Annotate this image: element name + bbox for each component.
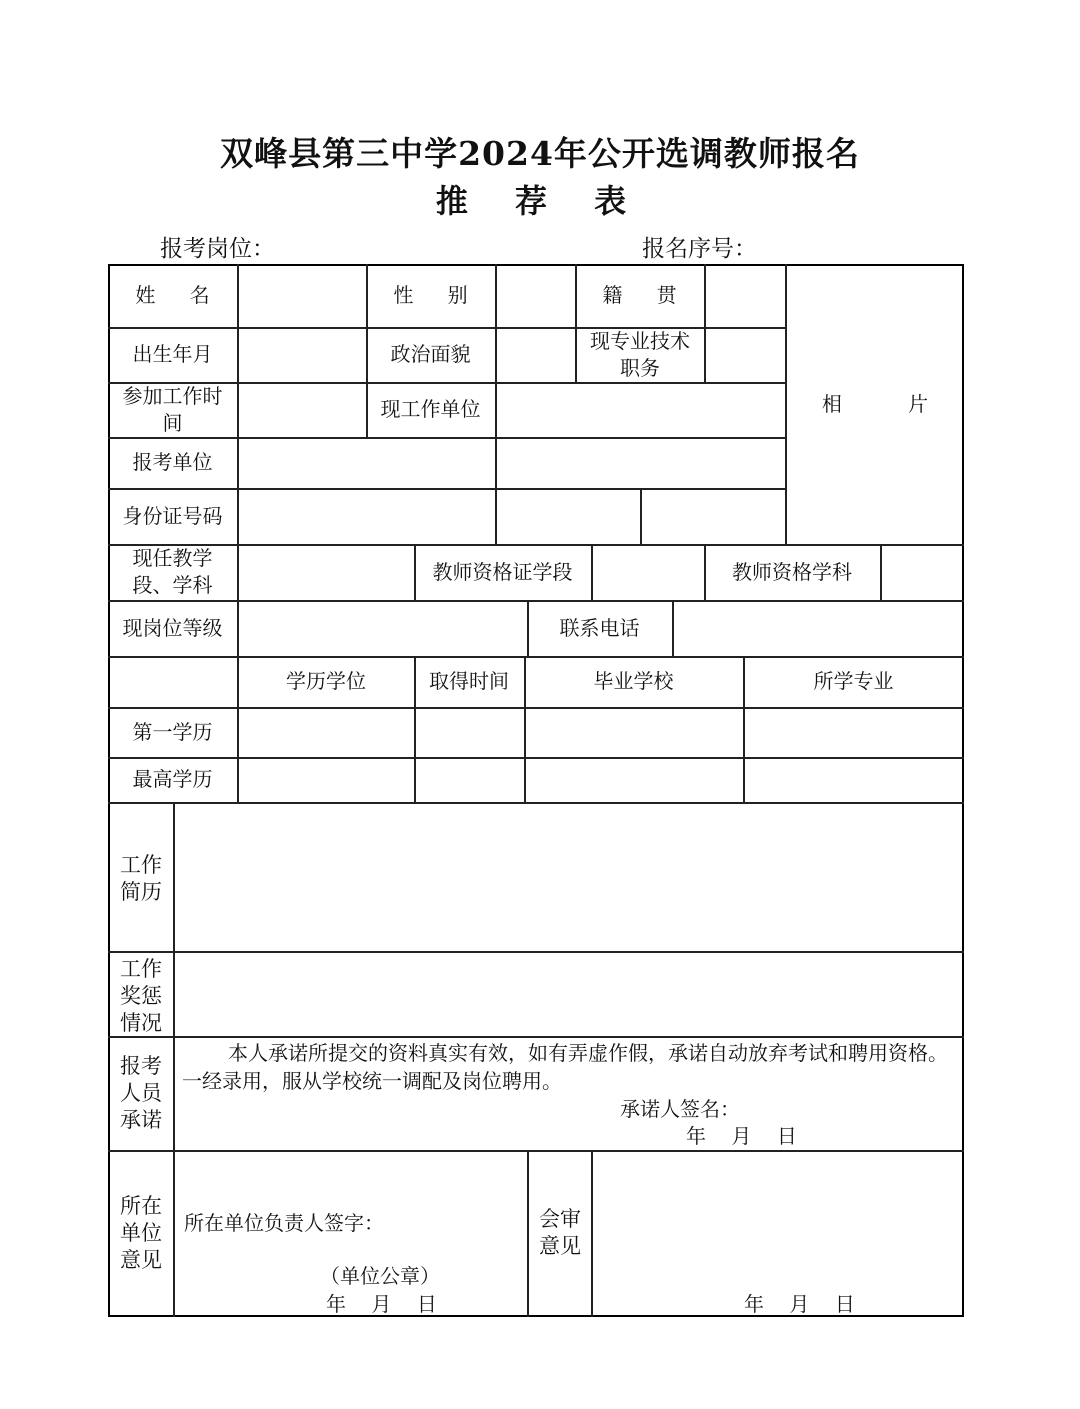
unit-opinion-date: 年 月 日	[326, 1292, 437, 1316]
serial-number-label: 报名序号：	[642, 236, 757, 262]
cert-subject-label: 教师资格学科	[732, 559, 852, 584]
unit-seal-label: （单位公章）	[320, 1264, 440, 1288]
row-divider	[108, 1036, 964, 1038]
apply-position-label: 报考岗位：	[160, 236, 275, 262]
name-input[interactable]	[238, 264, 366, 327]
work-start-label: 参加工作时间	[122, 383, 223, 435]
id-number-input[interactable]	[238, 488, 495, 544]
resume-input[interactable]	[175, 803, 964, 951]
teaching-stage-input[interactable]	[238, 544, 414, 600]
joint-review-date: 年 月 日	[744, 1292, 855, 1316]
commitment-signer-label: 承诺人签名：	[620, 1097, 740, 1121]
native-place-label: 籍 贯	[602, 283, 691, 307]
political-input[interactable]	[496, 327, 575, 382]
commitment-date: 年 月 日	[686, 1124, 797, 1148]
name-label: 姓 名	[135, 283, 224, 307]
cert-stage-label: 教师资格证学段	[432, 559, 573, 584]
form-title: 双峰县第三中学2024年公开选调教师报名	[220, 134, 860, 173]
work-start-input[interactable]	[238, 382, 366, 437]
apply-unit-input[interactable]	[238, 437, 785, 488]
post-level-input[interactable]	[238, 600, 527, 656]
post-level-label: 现岗位等级	[122, 615, 223, 640]
edu-header-major: 所学专业	[813, 669, 894, 693]
commitment-label: 报考人员承诺	[120, 1053, 162, 1132]
gender-label: 性 别	[393, 283, 482, 307]
political-label: 政治面貌	[390, 342, 471, 366]
cert-stage-input[interactable]	[592, 544, 704, 600]
phone-label: 联系电话	[559, 615, 640, 640]
professional-title-input[interactable]	[705, 327, 785, 382]
joint-review-input[interactable]	[592, 1151, 964, 1281]
col-divider	[527, 1150, 529, 1317]
birth-input[interactable]	[238, 327, 366, 382]
edu-row-first-label: 第一学历	[132, 719, 213, 744]
teaching-stage-label: 现任教学段、学科	[132, 546, 213, 597]
joint-review-label: 会审意见	[539, 1207, 581, 1258]
resume-label: 工作简历	[120, 853, 162, 904]
id-extra-cell[interactable]	[641, 488, 785, 544]
commitment-text: 本人承诺所提交的资料真实有效，如有弄虚作假，承诺自动放弃考试和聘用资格。一经录用，服从学校统一调配及岗位聘用。	[182, 1041, 948, 1093]
unit-leader-sign-label: 所在单位负责人签字：	[184, 1211, 384, 1235]
id-number-label: 身份证号码	[122, 503, 223, 528]
edu-header-school: 毕业学校	[593, 669, 674, 693]
rewards-input[interactable]	[175, 952, 964, 1036]
edu-header-date: 取得时间	[429, 669, 509, 693]
rewards-label: 工作奖惩情况	[120, 956, 162, 1035]
cert-subject-input[interactable]	[881, 544, 964, 600]
id-extra-cell[interactable]	[496, 488, 640, 544]
birth-label: 出生年月	[132, 342, 213, 366]
form-subtitle: 推 荐 表	[435, 182, 645, 220]
phone-input[interactable]	[673, 600, 964, 656]
gender-input[interactable]	[496, 264, 575, 327]
apply-unit-label: 报考单位	[132, 450, 213, 474]
current-unit-label: 现工作单位	[380, 397, 481, 421]
professional-title-label: 现专业技术职务	[590, 328, 690, 380]
edu-header-degree: 学历学位	[286, 669, 366, 693]
native-place-input[interactable]	[705, 264, 785, 327]
photo-box[interactable]: 相 片	[821, 391, 959, 416]
current-unit-input[interactable]	[496, 382, 785, 437]
unit-opinion-label: 所在单位意见	[120, 1193, 162, 1272]
edu-row-highest-label: 最高学历	[132, 767, 213, 791]
